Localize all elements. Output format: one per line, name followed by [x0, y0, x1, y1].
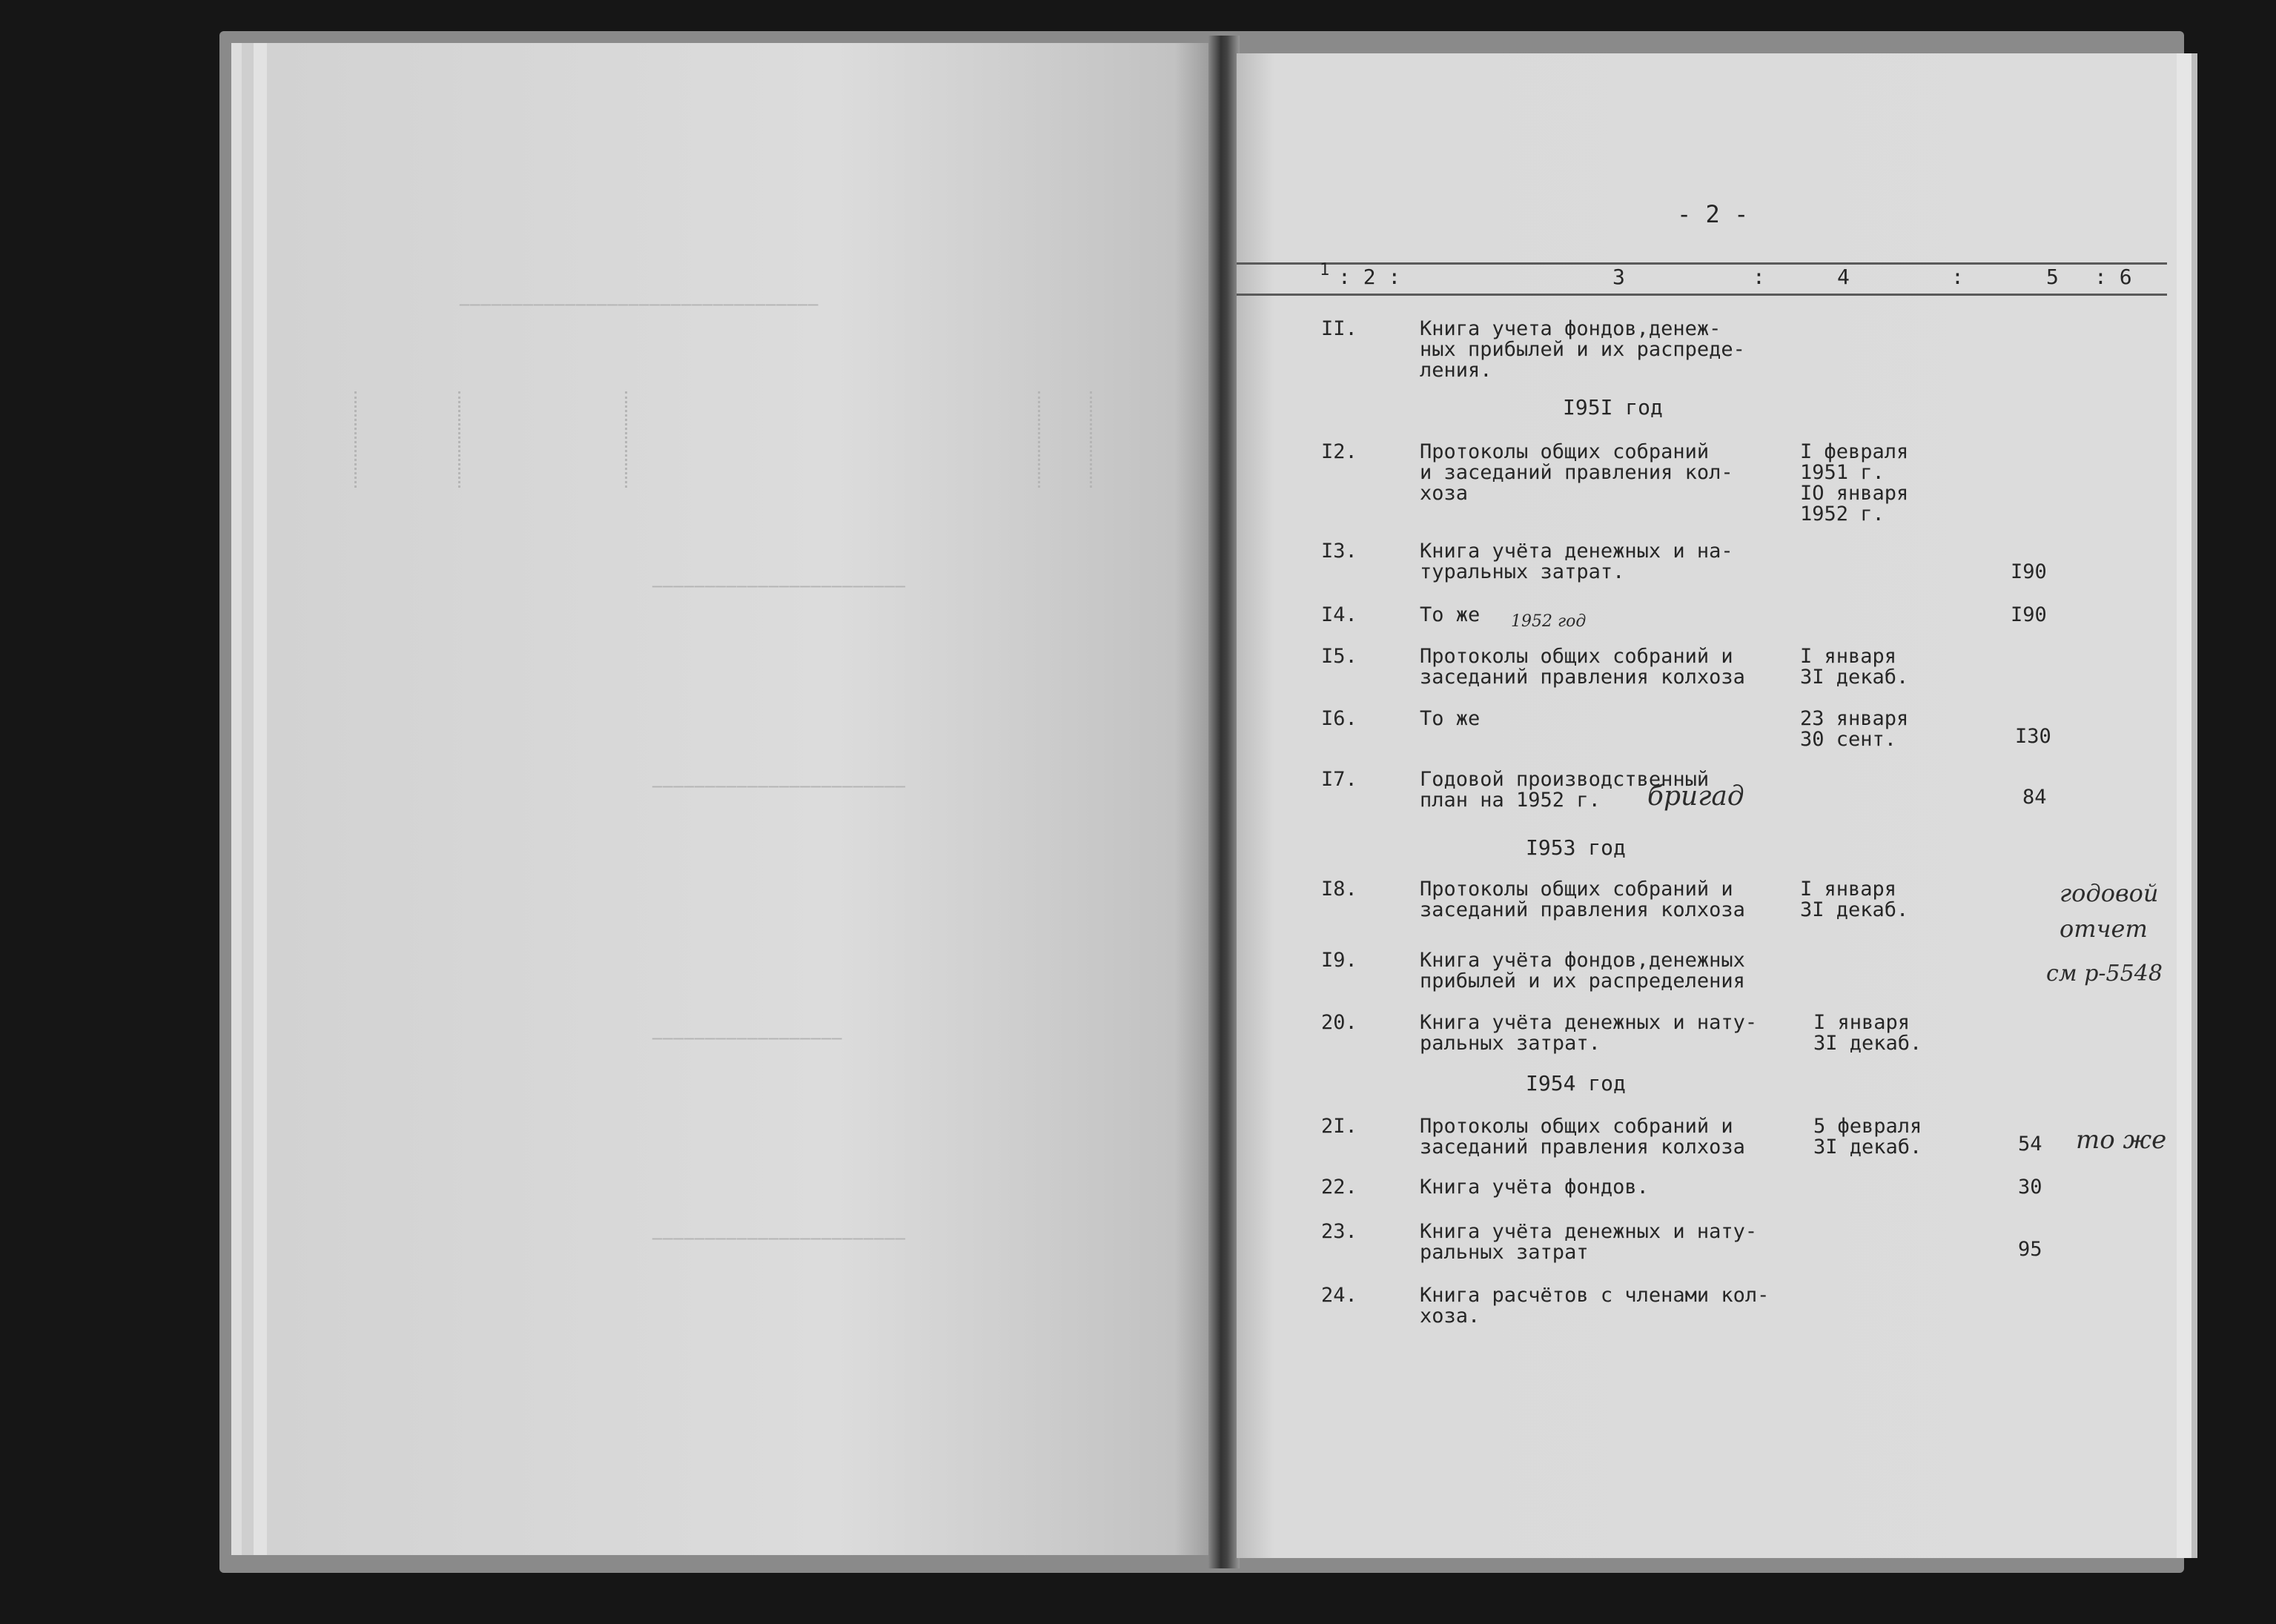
bleed-dots [625, 391, 627, 488]
row-title: Годовой производственный план на 1952 г. [1420, 768, 1710, 812]
handwritten-same: то же [2076, 1125, 2167, 1155]
handwritten-annual-report-1: годовой [2060, 879, 2159, 907]
row-number: 20. [1321, 1011, 1357, 1034]
row-title: Книга учёта денежных и нату- ральных затрат [1420, 1220, 1758, 1264]
bleed-text: ────────────────── [652, 1030, 843, 1049]
bleed-dots [458, 391, 460, 488]
handwritten-see-ref: см р-5548 [2046, 961, 2163, 987]
row-title: То же [1420, 707, 1481, 730]
bleed-dots [1038, 391, 1040, 488]
row-title: Протоколы общих собраний и заседаний правления колхоза [1420, 645, 1745, 689]
year-header-1953: I953 год [1526, 835, 1626, 860]
row-number: 22. [1321, 1176, 1357, 1199]
row-title: Протоколы общих собраний и заседаний правления кол- хоза [1420, 440, 1733, 505]
row-count: 54 [2018, 1133, 2042, 1156]
row-title: Книга учёта денежных и на- туральных затрат. [1420, 540, 1733, 583]
row-number: 2I. [1321, 1115, 1357, 1138]
row-title: Книга учета фондов,денеж- ных прибылей и их распреде- ления. [1420, 317, 1745, 382]
row-count: I30 [2015, 725, 2051, 748]
book-gutter [1208, 36, 1240, 1568]
row-dates: 23 января 30 сент. [1800, 707, 1909, 751]
left-page [267, 43, 1212, 1555]
row-dates: 5 февраля 3I декаб. [1813, 1115, 1922, 1159]
handwritten-1952: 1952 год [1511, 612, 1587, 631]
row-count: I90 [2011, 603, 2047, 626]
row-title: То же [1420, 603, 1481, 626]
column-separator: : [1753, 265, 1765, 289]
bleed-text: ────────────────────────────────── [460, 296, 819, 315]
column-header-6: : 6 [2094, 265, 2132, 289]
handwritten-brigade: бригад [1647, 781, 1744, 812]
row-title: Книга учёта фондов,денежных прибылей и их распределения [1420, 949, 1745, 992]
row-count: 30 [2018, 1176, 2042, 1199]
year-header-1951: I95I год [1563, 395, 1663, 420]
column-header-3: 3 [1612, 265, 1625, 289]
bleed-text: ──────────────────────── [652, 1230, 906, 1249]
row-title: Книга учёта денежных и нату- ральных затрат. [1420, 1011, 1758, 1055]
column-header-1: 1 [1320, 261, 1330, 279]
page-number: - 2 - [1677, 200, 1749, 228]
row-count: 95 [2018, 1238, 2042, 1261]
row-title: Протоколы общих собраний и заседаний правления колхоза [1420, 878, 1745, 921]
row-number: I7. [1321, 768, 1357, 791]
table-header-bottom-rule [1237, 294, 2167, 296]
column-header-2: : 2 : [1338, 265, 1401, 289]
year-header-1954: I954 год [1526, 1071, 1626, 1096]
row-number: 24. [1321, 1284, 1357, 1307]
row-dates: I февраля 1951 г. IO января 1952 г. [1800, 440, 1909, 526]
row-number: I4. [1321, 603, 1357, 626]
row-number: I5. [1321, 645, 1357, 668]
bleed-text: ──────────────────────── [652, 578, 906, 597]
row-number: I8. [1321, 878, 1357, 901]
column-header-4: 4 [1837, 265, 1850, 289]
row-title: Книга расчётов с членами кол- хоза. [1420, 1284, 1770, 1328]
row-number: I9. [1321, 949, 1357, 972]
bleed-dots [354, 391, 357, 488]
row-dates: I января 3I декаб. [1813, 1011, 1922, 1055]
column-separator: : [1951, 265, 1964, 289]
row-title: Протоколы общих собраний и заседаний правления колхоза [1420, 1115, 1745, 1159]
row-dates: I января 3I декаб. [1800, 878, 1909, 921]
row-number: I2. [1321, 440, 1357, 463]
row-title: Книга учёта фондов. [1420, 1176, 1649, 1199]
bleed-dots [1090, 391, 1092, 488]
row-dates: I января 3I декаб. [1800, 645, 1909, 689]
row-number: II. [1321, 317, 1357, 340]
row-number: I6. [1321, 707, 1357, 730]
row-count: 84 [2022, 786, 2047, 809]
handwritten-annual-report-2: отчет [2060, 915, 2148, 943]
column-header-5: 5 [2046, 265, 2059, 289]
row-number: 23. [1321, 1220, 1357, 1243]
row-number: I3. [1321, 540, 1357, 563]
bleed-text: ──────────────────────── [652, 778, 906, 797]
row-count: I90 [2011, 560, 2047, 583]
